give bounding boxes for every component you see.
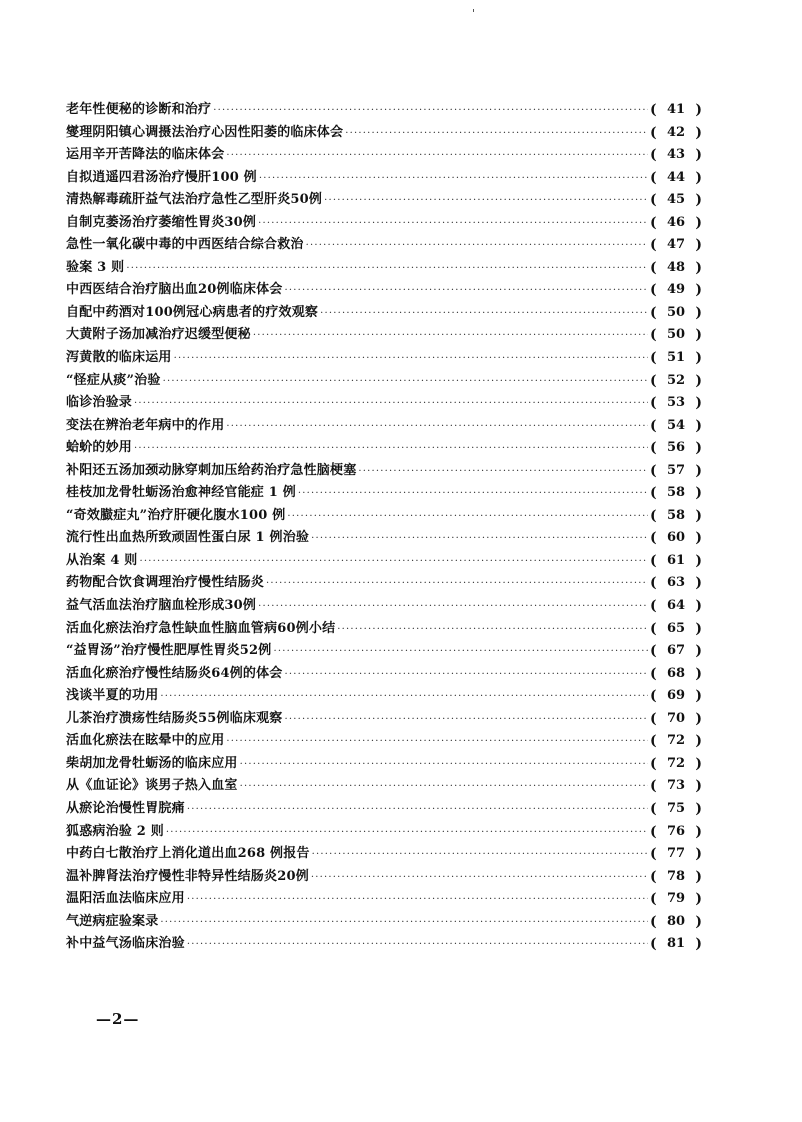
paren-open: ( — [650, 192, 657, 209]
toc-entry-page — [650, 843, 702, 866]
paren-open: ( — [650, 620, 657, 637]
dot-leader — [285, 280, 649, 303]
paren-close: ) — [695, 598, 702, 615]
paren-open: ( — [650, 304, 657, 321]
toc-entry — [66, 144, 702, 167]
toc-entry-page — [650, 730, 702, 753]
toc-entry — [66, 302, 702, 325]
paren-open: ( — [650, 891, 657, 908]
toc-entry — [66, 640, 702, 663]
toc-entry — [66, 618, 702, 641]
toc-entry-page — [650, 933, 702, 956]
toc-entry-page — [650, 482, 702, 505]
toc-entry-page — [650, 640, 702, 663]
dot-leader — [259, 168, 648, 191]
toc-entry-title: 中药白七散治疗上消化道出血268 例报告 — [66, 846, 310, 862]
page-ref-number: 52 — [666, 372, 686, 388]
page-ref-number: 72 — [666, 733, 686, 749]
dot-leader — [258, 596, 648, 619]
toc-entry-title: 从治案 4 则 — [66, 552, 138, 568]
toc-entry — [66, 843, 702, 866]
toc-entry-page — [650, 911, 702, 934]
toc-entry — [66, 212, 702, 235]
paren-close: ) — [695, 192, 702, 209]
paren-close: ) — [695, 237, 702, 254]
toc-entry-title: 验案 3 则 — [66, 259, 125, 275]
paren-close: ) — [695, 440, 702, 457]
paren-open: ( — [650, 755, 657, 772]
dot-leader — [134, 438, 648, 461]
dot-leader — [312, 844, 648, 867]
toc-entry-title: 自拟逍遥四君汤治疗慢肝100 例 — [66, 169, 257, 185]
toc-entry — [66, 505, 702, 528]
toc-entry — [66, 370, 702, 393]
page-ref-number: 48 — [666, 259, 686, 275]
toc-entry — [66, 572, 702, 595]
paren-open: ( — [650, 147, 657, 164]
page-ref-number: 70 — [666, 710, 686, 726]
paren-close: ) — [695, 755, 702, 772]
paren-close: ) — [695, 823, 702, 840]
paren-close: ) — [695, 124, 702, 141]
dot-leader — [311, 528, 648, 551]
toc-entry-title: 温补脾肾法治疗慢性非特异性结肠炎20例 — [66, 868, 309, 884]
toc-entry-page — [650, 505, 702, 528]
toc-entry-page — [650, 753, 702, 776]
page-ref-number: 50 — [666, 327, 686, 343]
toc-entry-title: 药物配合饮食调理治疗慢性结肠炎 — [66, 575, 265, 591]
toc-entry-title: 从瘀论治慢性胃脘痛 — [66, 800, 185, 816]
toc-entry-title: 气逆病症验案录 — [66, 913, 159, 929]
paren-open: ( — [650, 124, 657, 141]
dot-leader — [166, 822, 648, 845]
paren-close: ) — [695, 891, 702, 908]
page-ref-number: 63 — [666, 575, 686, 591]
dot-leader — [160, 912, 648, 935]
toc-entry — [66, 347, 702, 370]
paren-close: ) — [695, 665, 702, 682]
toc-entry-page — [650, 595, 702, 618]
paren-open: ( — [650, 440, 657, 457]
page-ref-number: 81 — [666, 936, 686, 952]
toc-entry-title: 变法在辨治老年病中的作用 — [66, 417, 225, 433]
dot-leader — [174, 348, 648, 371]
page-ref-number: 54 — [666, 417, 686, 433]
paren-open: ( — [650, 259, 657, 276]
dot-leader — [187, 934, 648, 957]
paren-open: ( — [650, 575, 657, 592]
page-ref-number: 75 — [666, 800, 686, 816]
toc-entry-title: 急性一氧化碳中毒的中西医结合综合救治 — [66, 237, 304, 253]
dot-leader — [298, 483, 648, 506]
paren-close: ) — [695, 102, 702, 118]
toc-entry — [66, 595, 702, 618]
toc-entry-page — [650, 798, 702, 821]
paren-open: ( — [650, 214, 657, 231]
paren-close: ) — [695, 868, 702, 885]
toc-entry-title: 儿茶治疗溃疡性结肠炎55例临床观察 — [66, 710, 283, 726]
toc-entry — [66, 753, 702, 776]
page-ref-number: 78 — [666, 868, 686, 884]
paren-open: ( — [650, 778, 657, 795]
toc-entry-title: 大黄附子汤加减治疗迟缓型便秘 — [66, 327, 251, 343]
page-ref-number: 47 — [666, 237, 686, 253]
dot-leader — [324, 190, 648, 213]
dot-leader — [226, 145, 648, 168]
toc-entry-title: 老年性便秘的诊断和治疗 — [66, 102, 212, 117]
toc-entry — [66, 798, 702, 821]
toc-entry — [66, 911, 702, 934]
toc-entry — [66, 550, 702, 573]
toc-entry-title: 桂枝加龙骨牡蛎汤治愈神经官能症 1 例 — [66, 485, 296, 501]
toc-entry-page — [650, 527, 702, 550]
page-ref-number: 73 — [666, 778, 686, 794]
toc-entry — [66, 933, 702, 956]
toc-entry-title: 泻黄散的临床运用 — [66, 350, 172, 366]
paren-close: ) — [695, 350, 702, 367]
paren-close: ) — [695, 485, 702, 502]
dot-leader — [285, 709, 649, 732]
dot-leader — [306, 235, 648, 258]
paren-close: ) — [695, 688, 702, 705]
paren-open: ( — [650, 530, 657, 547]
toc-entry-title: 益气活血法治疗脑血栓形成30例 — [66, 598, 257, 614]
paren-close: ) — [695, 372, 702, 389]
dot-leader — [140, 551, 649, 574]
page-number: —2— — [96, 1010, 140, 1028]
paren-close: ) — [695, 643, 702, 660]
page-ref-number: 45 — [666, 192, 686, 208]
dot-leader — [266, 573, 648, 596]
toc-entry — [66, 460, 702, 483]
toc-entry-title: 浅谈半夏的功用 — [66, 688, 159, 704]
page-ref-number: 42 — [666, 124, 686, 140]
toc-entry-page — [650, 212, 702, 235]
paren-open: ( — [650, 868, 657, 885]
paren-close: ) — [695, 936, 702, 953]
toc-entry-title: 柴胡加龙骨牡蛎汤的临床应用 — [66, 755, 238, 771]
toc-entry — [66, 708, 702, 731]
paren-open: ( — [650, 237, 657, 254]
dot-leader — [285, 664, 649, 687]
toc-entry — [66, 888, 702, 911]
toc-entry-page — [650, 302, 702, 325]
toc-entry-page — [650, 167, 702, 190]
paren-close: ) — [695, 575, 702, 592]
paren-open: ( — [650, 643, 657, 660]
page-ref-number: 64 — [666, 598, 686, 614]
paren-close: ) — [695, 733, 702, 750]
dot-leader — [311, 867, 648, 890]
toc-entry — [66, 482, 702, 505]
toc-entry-page — [650, 370, 702, 393]
page-ref-number: 57 — [666, 462, 686, 478]
page-ref-number: 46 — [666, 214, 686, 230]
page-ref-number: 53 — [666, 395, 686, 411]
dot-leader — [320, 303, 648, 326]
toc-entry-title: “奇效臌症丸”治疗肝硬化腹水100 例 — [66, 507, 286, 523]
toc-entry-title: “怪症从痰”治验 — [66, 372, 161, 388]
toc-entry — [66, 866, 702, 889]
paren-open: ( — [650, 327, 657, 344]
dot-leader — [358, 461, 648, 484]
dot-leader — [226, 731, 648, 754]
page-ref-number: 60 — [666, 530, 686, 546]
toc-entry — [66, 234, 702, 257]
toc-entry-page — [650, 392, 702, 415]
toc-entry-page — [650, 708, 702, 731]
toc-entry-title: 燮理阴阳镇心调摄法治疗心因性阳萎的临床体会 — [66, 124, 344, 140]
dot-leader — [287, 506, 648, 529]
dot-leader — [187, 889, 648, 912]
page-ref-number: 72 — [666, 755, 686, 771]
toc-entry — [66, 663, 702, 686]
page-ref-number: 61 — [666, 552, 686, 568]
paren-open: ( — [650, 372, 657, 389]
page-ref-number: 44 — [666, 169, 686, 185]
paren-close: ) — [695, 710, 702, 727]
toc-entry-page — [650, 122, 702, 145]
toc-entry-title: 自配中药酒对100例冠心病患者的疗效观察 — [66, 304, 319, 320]
page-ref-number: 58 — [666, 507, 686, 523]
toc-entry — [66, 415, 702, 438]
toc-entry-page — [650, 234, 702, 257]
toc-entry-page — [650, 257, 702, 280]
page-ref-number: 50 — [666, 304, 686, 320]
toc-entry-title: 从《血证论》谈男子热入血室 — [66, 778, 238, 794]
toc-entry-page — [650, 415, 702, 438]
paren-close: ) — [695, 417, 702, 434]
toc-entry-page — [650, 821, 702, 844]
toc-entry-title: 狐惑病治验 2 则 — [66, 823, 164, 839]
toc-entry-title: 温阳活血法临床应用 — [66, 891, 185, 907]
paren-open: ( — [650, 507, 657, 524]
toc-entry — [66, 527, 702, 550]
toc-entry — [66, 685, 702, 708]
toc-entry-page — [650, 347, 702, 370]
scan-speck — [473, 9, 474, 12]
toc-entry-title: 自制克萎汤治疗萎缩性胃炎30例 — [66, 214, 257, 230]
paren-close: ) — [695, 304, 702, 321]
dot-leader — [134, 393, 648, 416]
toc-entry — [66, 167, 702, 190]
toc-entry-title: 活血化瘀法治疗急性缺血性脑血管病60例小结 — [66, 620, 336, 636]
dot-leader — [337, 619, 648, 642]
page-ref-number: 69 — [666, 688, 686, 704]
table-of-contents — [66, 99, 702, 956]
page-ref-number: 56 — [666, 440, 686, 456]
toc-entry-page — [650, 663, 702, 686]
paren-close: ) — [695, 282, 702, 299]
paren-open: ( — [650, 102, 657, 118]
paren-close: ) — [695, 259, 702, 276]
toc-entry-page — [650, 460, 702, 483]
paren-close: ) — [695, 530, 702, 547]
toc-entry-title: 补中益气汤临床治验 — [66, 936, 185, 952]
paren-open: ( — [650, 395, 657, 412]
toc-entry — [66, 730, 702, 753]
page-ref-number: 43 — [666, 147, 686, 163]
dot-leader — [240, 776, 648, 799]
page-ref-number: 41 — [666, 102, 686, 117]
dot-leader — [273, 641, 648, 664]
dot-leader — [345, 123, 648, 146]
paren-close: ) — [695, 327, 702, 344]
toc-entry-title: 补阳还五汤加颈动脉穿刺加压给药治疗急性脑梗塞 — [66, 462, 357, 478]
toc-entry-title: 运用辛开苦降法的临床体会 — [66, 147, 225, 163]
toc-entry-title: “益胃汤”治疗慢性肥厚性胃炎52例 — [66, 643, 272, 659]
paren-close: ) — [695, 507, 702, 524]
paren-open: ( — [650, 913, 657, 930]
toc-entry — [66, 122, 702, 145]
paren-open: ( — [650, 485, 657, 502]
toc-entry-page — [650, 279, 702, 302]
toc-entry — [66, 392, 702, 415]
paren-close: ) — [695, 214, 702, 231]
toc-entry-title: 活血化瘀治疗慢性结肠炎64例的体会 — [66, 665, 283, 681]
dot-leader — [253, 325, 648, 348]
toc-entry-page — [650, 572, 702, 595]
paren-close: ) — [695, 395, 702, 412]
toc-entry — [66, 189, 702, 212]
page-ref-number: 49 — [666, 282, 686, 298]
paren-open: ( — [650, 823, 657, 840]
paren-close: ) — [695, 778, 702, 795]
paren-close: ) — [695, 913, 702, 930]
page-ref-number: 76 — [666, 823, 686, 839]
toc-entry-page — [650, 437, 702, 460]
toc-entry-title: 中西医结合治疗脑出血20例临床体会 — [66, 282, 283, 298]
paren-open: ( — [650, 936, 657, 953]
paren-open: ( — [650, 846, 657, 863]
toc-entry — [66, 257, 702, 280]
toc-entry — [66, 99, 702, 122]
paren-close: ) — [695, 552, 702, 569]
paren-open: ( — [650, 417, 657, 434]
toc-entry-page — [650, 866, 702, 889]
paren-open: ( — [650, 169, 657, 186]
toc-entry-title: 临诊治验录 — [66, 395, 133, 411]
paren-open: ( — [650, 282, 657, 299]
paren-open: ( — [650, 688, 657, 705]
page-ref-number: 58 — [666, 485, 686, 501]
toc-entry-page — [650, 775, 702, 798]
dot-leader — [240, 754, 648, 777]
toc-entry-page — [650, 144, 702, 167]
dot-leader — [187, 799, 648, 822]
dot-leader — [226, 416, 648, 439]
toc-entry — [66, 279, 702, 302]
paren-open: ( — [650, 598, 657, 615]
toc-entry-page — [650, 189, 702, 212]
toc-entry-page — [650, 618, 702, 641]
paren-close: ) — [695, 169, 702, 186]
toc-entry-page — [650, 99, 702, 122]
page-ref-number: 51 — [666, 350, 686, 366]
page-ref-number: 67 — [666, 643, 686, 659]
paren-close: ) — [695, 800, 702, 817]
toc-entry — [66, 437, 702, 460]
toc-entry — [66, 775, 702, 798]
paren-open: ( — [650, 665, 657, 682]
dot-leader — [163, 371, 648, 394]
toc-entry — [66, 324, 702, 347]
toc-entry-title: 活血化瘀法在眩晕中的应用 — [66, 733, 225, 749]
toc-entry-title: 蛤蚧的妙用 — [66, 440, 133, 456]
paren-open: ( — [650, 462, 657, 479]
page-ref-number: 65 — [666, 620, 686, 636]
page-ref-number: 79 — [666, 891, 686, 907]
paren-open: ( — [650, 552, 657, 569]
page-ref-number: 80 — [666, 913, 686, 929]
toc-entry-page — [650, 888, 702, 911]
page-ref-number: 77 — [666, 846, 686, 862]
paren-close: ) — [695, 147, 702, 164]
toc-entry-page — [650, 550, 702, 573]
dot-leader — [160, 686, 648, 709]
page-ref-number: 68 — [666, 665, 686, 681]
paren-open: ( — [650, 800, 657, 817]
dot-leader — [126, 258, 648, 281]
toc-entry-title: 流行性出血热所致顽固性蛋白尿 1 例治验 — [66, 530, 310, 546]
dot-leader — [213, 100, 648, 123]
paren-close: ) — [695, 462, 702, 479]
toc-entry-page — [650, 324, 702, 347]
paren-open: ( — [650, 733, 657, 750]
paren-close: ) — [695, 620, 702, 637]
dot-leader — [258, 213, 648, 236]
paren-open: ( — [650, 350, 657, 367]
toc-entry-title: 清热解毒疏肝益气法治疗急性乙型肝炎50例 — [66, 192, 323, 208]
toc-entry — [66, 821, 702, 844]
paren-open: ( — [650, 710, 657, 727]
paren-close: ) — [695, 846, 702, 863]
toc-entry-page — [650, 685, 702, 708]
